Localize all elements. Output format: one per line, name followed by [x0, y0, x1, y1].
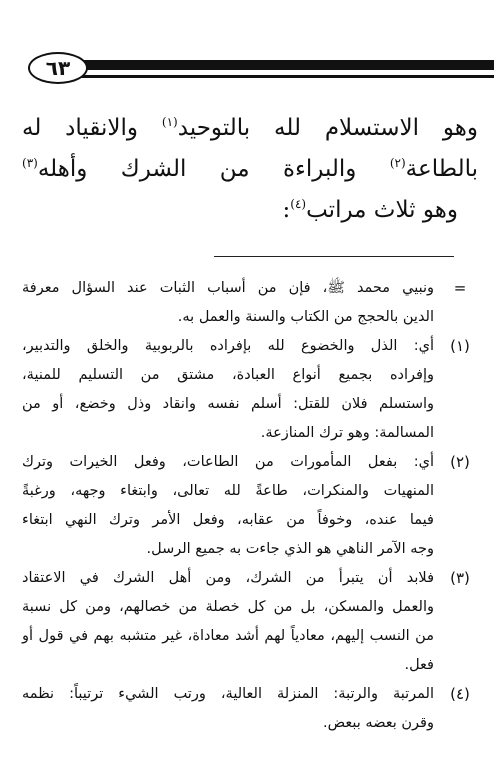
footnote-line: ونبيي محمد ﷺ، فإن من أسباب الثبات عند السؤال معرفة [22, 280, 434, 296]
footnote-line: أي: بفعل المأمورات من الطاعات، وفعل الخيرات وترك [22, 454, 434, 470]
main-text-segment: بالطاعة [405, 156, 478, 182]
footnote-marker: (٣) [450, 569, 470, 587]
footnote-ref: (١) [161, 115, 178, 129]
footnote [22, 448, 486, 564]
footnote [22, 332, 486, 448]
footnote-ref: (٤) [290, 197, 307, 211]
footnote-body [22, 448, 434, 564]
footnote-line: المسالمة: وهو ترك المنازعة. [260, 425, 434, 441]
footnote-line: المنهيات والمنكرات، طاعةً لله تعالى، وابتغاء وجهه، ورغبةً [22, 483, 434, 499]
footnote-separator [214, 256, 454, 257]
footnote-line: والعمل والمسكن، بل من كل خصلة من خصالهم، ومن كل نسبة [22, 599, 434, 615]
footnote-body [22, 274, 434, 332]
page-number: ٦٣ [28, 52, 88, 84]
footnote-marker: = [453, 279, 467, 297]
footnote [22, 564, 486, 680]
page-header [10, 48, 494, 98]
footnote-line: وإفراده بجميع أنواع العبادة، مشتق من التسليم للمنية، [22, 367, 434, 383]
main-text-line [22, 108, 478, 149]
footnote-line: وقرن بعضه ببعض. [323, 715, 434, 731]
footnote-line: فلابد أن يتبرأ من الشرك، ومن أهل الشرك في الاعتقاد [22, 570, 434, 586]
main-text-segment: والبراءة من الشرك وأهله [37, 156, 390, 182]
footnote-line: فعل. [404, 657, 434, 673]
footnote-line: أي: الذل والخضوع لله بإفراده بالربوبية والخلق والتدبير، [22, 338, 434, 354]
header-rule-thick [70, 60, 494, 70]
main-text-segment: وهو الاستسلام لله بالتوحيد [177, 115, 478, 141]
footnote-marker: (١) [450, 337, 470, 355]
footnote-marker: (٢) [450, 453, 470, 471]
footnote-body [22, 564, 434, 680]
footnote-marker: (٤) [450, 685, 470, 703]
header-rule-thin [70, 75, 494, 78]
footnote-ref: (٢) [389, 156, 406, 170]
main-text [22, 108, 478, 231]
footnote-line: من النسب إليهم، معادياً لهم أشد معاداة، غير متشبه بهم في قول أو [22, 628, 434, 644]
footnote-line: وجه الآمر الناهي هو الذي جاءت به جميع الرسل. [146, 541, 434, 557]
footnote-line: الدين بالحجج من الكتاب والسنة والعمل به. [177, 309, 434, 325]
main-text-segment: وهو ثلاث مراتب [306, 197, 458, 223]
footnote-line: واستسلم فلان للقتل: أسلم نفسه وانقاد وذل وخضع، أو من [22, 396, 434, 412]
footnote-line: فيما عنده، وخوفاً من عقابه، وفعل الأمر وترك النهي ابتغاء [22, 512, 434, 528]
main-text-line [22, 149, 478, 190]
footnote-line: المرتبة والرتبة: المنزلة العالية، ورتب الشيء ترتيباً: نظمه [22, 686, 434, 702]
footnotes [22, 274, 486, 738]
main-text-segment: والانقياد له [22, 115, 162, 141]
main-text-segment: : [282, 197, 291, 223]
main-text-line [22, 190, 478, 231]
footnote [22, 680, 486, 738]
footnote-ref: (٣) [22, 156, 38, 170]
footnote-body [22, 332, 434, 448]
footnote-body [22, 680, 434, 738]
footnote [22, 274, 486, 332]
